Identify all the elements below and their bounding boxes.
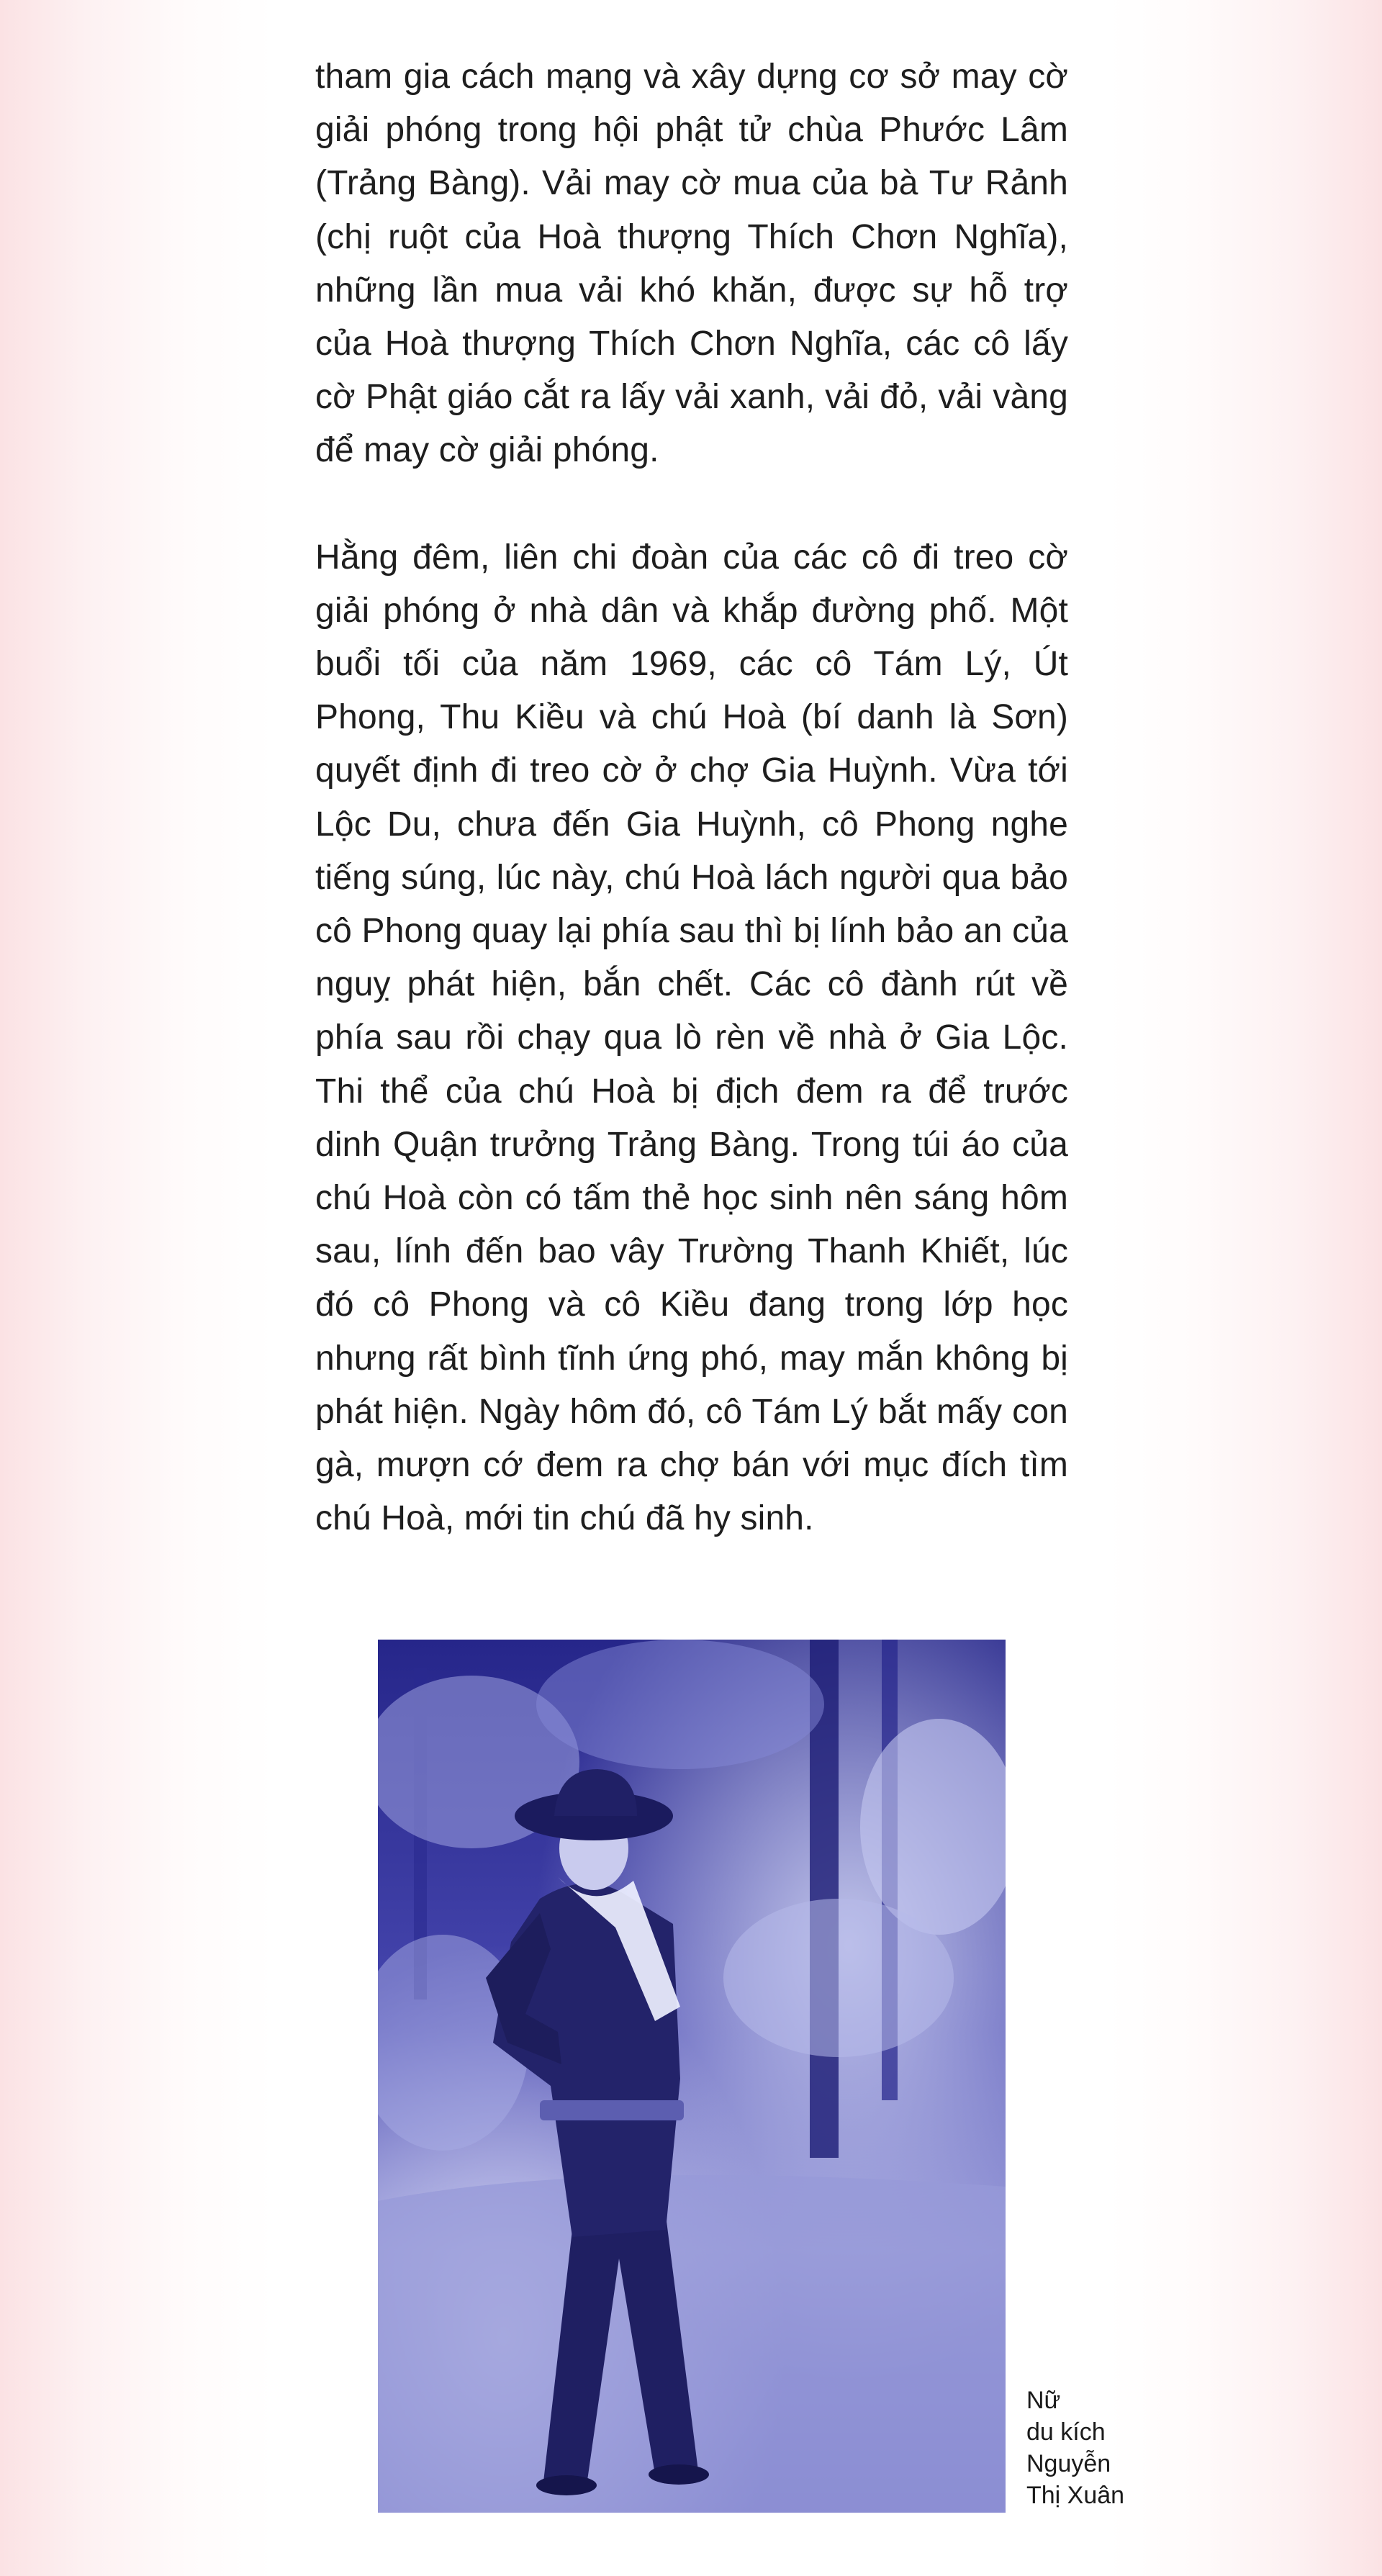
article-body (315, 50, 1068, 1545)
photo-figure (378, 1640, 1006, 2513)
paragraph-1: tham gia cách mạng và xây dựng cơ sở may cờ giải phóng trong hội phật tử chùa Phước Lâm (Trảng Bàng). Vải may cờ mua của bà Tư Rảnh (chị ruột của Hoà thượng Thích Chơn Nghĩa), những lần mua vải khó khăn, được sự hỗ trợ của Hoà thượng Thích Chơn Nghĩa, các cô lấy cờ Phật giáo cắt ra lấy vải xanh, vải đỏ, vải vàng để may cờ giải phóng. (315, 58, 1068, 470)
caption-line-2: du kích (1026, 2418, 1106, 2446)
caption-line-4: Thị Xuân (1026, 2482, 1125, 2509)
guerrilla-woman-photo (378, 1640, 1006, 2513)
photo-caption (1026, 2385, 1185, 2511)
caption-line-1: Nữ (1026, 2387, 1061, 2414)
caption-line-3: Nguyễn (1026, 2450, 1111, 2477)
paragraph-2: Hằng đêm, liên chi đoàn của các cô đi treo cờ giải phóng ở nhà dân và khắp đường phố. Một buổi tối của năm 1969, các cô Tám Lý, Út Phong, Thu Kiều và chú Hoà (bí danh là Sơn) quyết định đi treo cờ ở chợ Gia Huỳnh. Vừa tới Lộc Du, chưa đến Gia Huỳnh, cô Phong nghe tiếng súng, lúc này, chú Hoà lách người qua bảo cô Phong quay lại phía sau thì bị lính bảo an của nguỵ phát hiện, bắn chết. Các cô đành rút về phía sau rồi chạy qua lò rèn về nhà ở Gia Lộc. Thi thể của chú Hoà bị địch đem ra để trước dinh Quận trưởng Trảng Bàng. Trong túi áo của chú Hoà còn có tấm thẻ học sinh nên sáng hôm sau, lính đến bao vây Trường Thanh Khiết, lúc đó cô Phong và cô Kiều đang trong lớp học nhưng rất bình tĩnh ứng phó, may mắn không bị phát hiện. Ngày hôm đó, cô Tám Lý bắt mấy con gà, mượn cớ đem ra chợ bán với mục đích tìm chú Hoà, mới tin chú đã hy sinh. (315, 538, 1068, 1538)
